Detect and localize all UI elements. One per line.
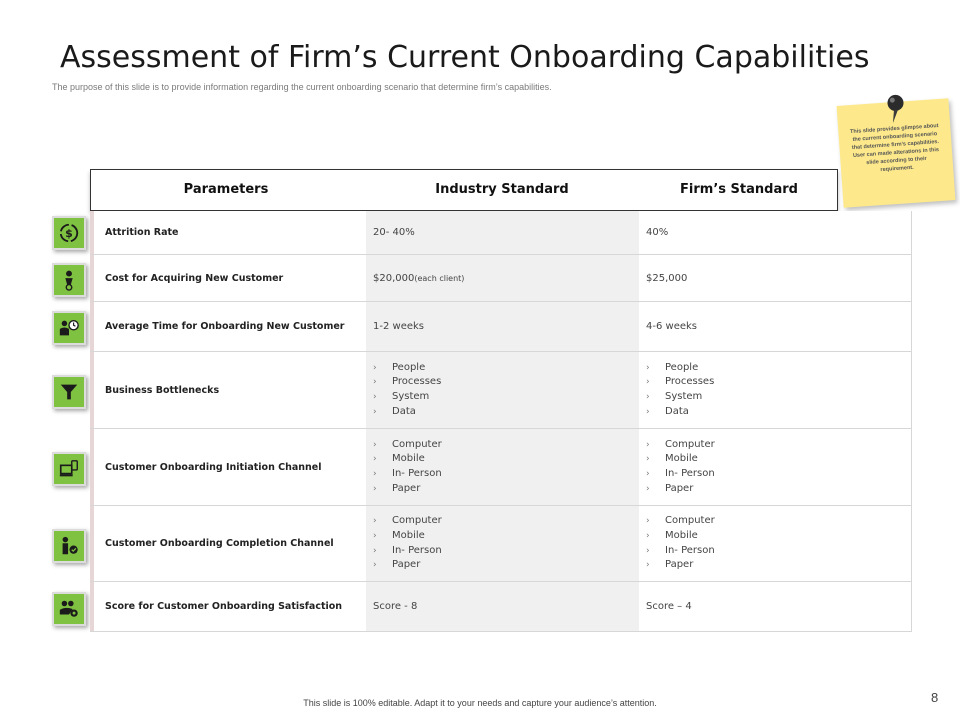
list-item: › Mobile [646,529,698,541]
list-item: › People [373,361,426,373]
parameter-cell: Score for Customer Onboarding Satisfaction [90,582,366,631]
list-item: › People [646,361,699,373]
slide-subtitle: The purpose of this slide is to provide information regarding the current onboarding scenario that determine firm’s capabilities. [52,82,552,92]
firm-cell: 4-6 weeks [639,302,912,351]
person-check-icon [52,529,86,563]
parameter-cell: Business Bottlenecks [90,352,366,428]
list-item: › In- Person [646,468,715,479]
parameter-cell: Customer Onboarding Completion Channel [90,506,366,581]
list-item: › Computer [373,515,442,527]
industry-cell [366,506,639,581]
list-item: › Computer [373,438,442,450]
list-item: › Mobile [373,453,425,465]
list-item: › Paper [373,559,421,571]
list-item: › Computer [646,438,715,450]
table-header [90,169,838,211]
list-item: › Processes [373,376,442,388]
parameter-cell: Attrition Rate [90,211,366,254]
assessment-table [90,169,912,632]
table-row [90,352,912,429]
dollar-cycle-icon [52,216,86,250]
list-item: › Data [373,405,416,417]
list-item: › Paper [646,559,694,571]
firm-cell [639,506,912,581]
list-item: › Paper [646,482,694,494]
funnel-icon [52,375,86,409]
parameter-cell: Customer Onboarding Initiation Channel [90,429,366,505]
industry-cell: 20- 40% [366,211,639,254]
person-clock-icon [52,311,86,345]
list-item: › Paper [373,482,421,494]
industry-cell [366,429,639,505]
firm-cell: Score – 4 [639,582,912,631]
svg-text:$: $ [65,227,73,241]
header-firm-standard: Firm’s Standard [680,182,798,197]
computer-mobile-icon [52,452,86,486]
parameter-cell: Cost for Acquiring New Customer [90,255,366,301]
parameter-cell: Average Time for Onboarding New Customer [90,302,366,351]
list-item: › Data [646,405,689,417]
table-row [90,506,912,582]
table-row [90,211,912,255]
list-item: › System [646,391,703,402]
list-item: › System [373,391,430,402]
firm-cell [639,429,912,505]
table-row [90,429,912,506]
slide-title: Assessment of Firm’s Current Onboarding Capabilities [60,40,870,75]
table-row [90,582,912,632]
industry-cell [366,255,639,301]
firm-cell [639,352,912,428]
person-pointer-icon [52,263,86,297]
table-row [90,302,912,352]
footer-note: This slide is 100% editable. Adapt it to your needs and capture your audience’s attention. [303,698,657,708]
firm-cell: $25,000 [639,255,912,301]
page-number: 8 [931,690,939,705]
industry-value: $20,000 [373,272,415,284]
list-item: › In- Person [373,468,442,479]
industry-value-note: (each client) [414,273,465,283]
list-item: › Processes [646,376,715,388]
list-item: › Mobile [646,453,698,465]
list-item: › In- Person [373,544,442,556]
list-item: › Mobile [373,529,425,541]
header-industry-standard: Industry Standard [435,182,569,197]
industry-cell: 1-2 weeks [366,302,639,351]
industry-cell: Score - 8 [366,582,639,631]
header-parameters: Parameters [183,182,269,197]
table-row [90,255,912,302]
list-item: › Computer [646,515,715,527]
users-gear-icon [52,592,86,626]
industry-cell [366,352,639,428]
firm-cell: 40% [639,211,912,254]
list-item: › In- Person [646,544,715,556]
pushpin-icon [884,93,908,124]
note-text: This slide provides glimpse about the current onboarding scenario that determine firm’s capabilities. User can made alterations in this slide according to their requirement. [849,122,940,173]
